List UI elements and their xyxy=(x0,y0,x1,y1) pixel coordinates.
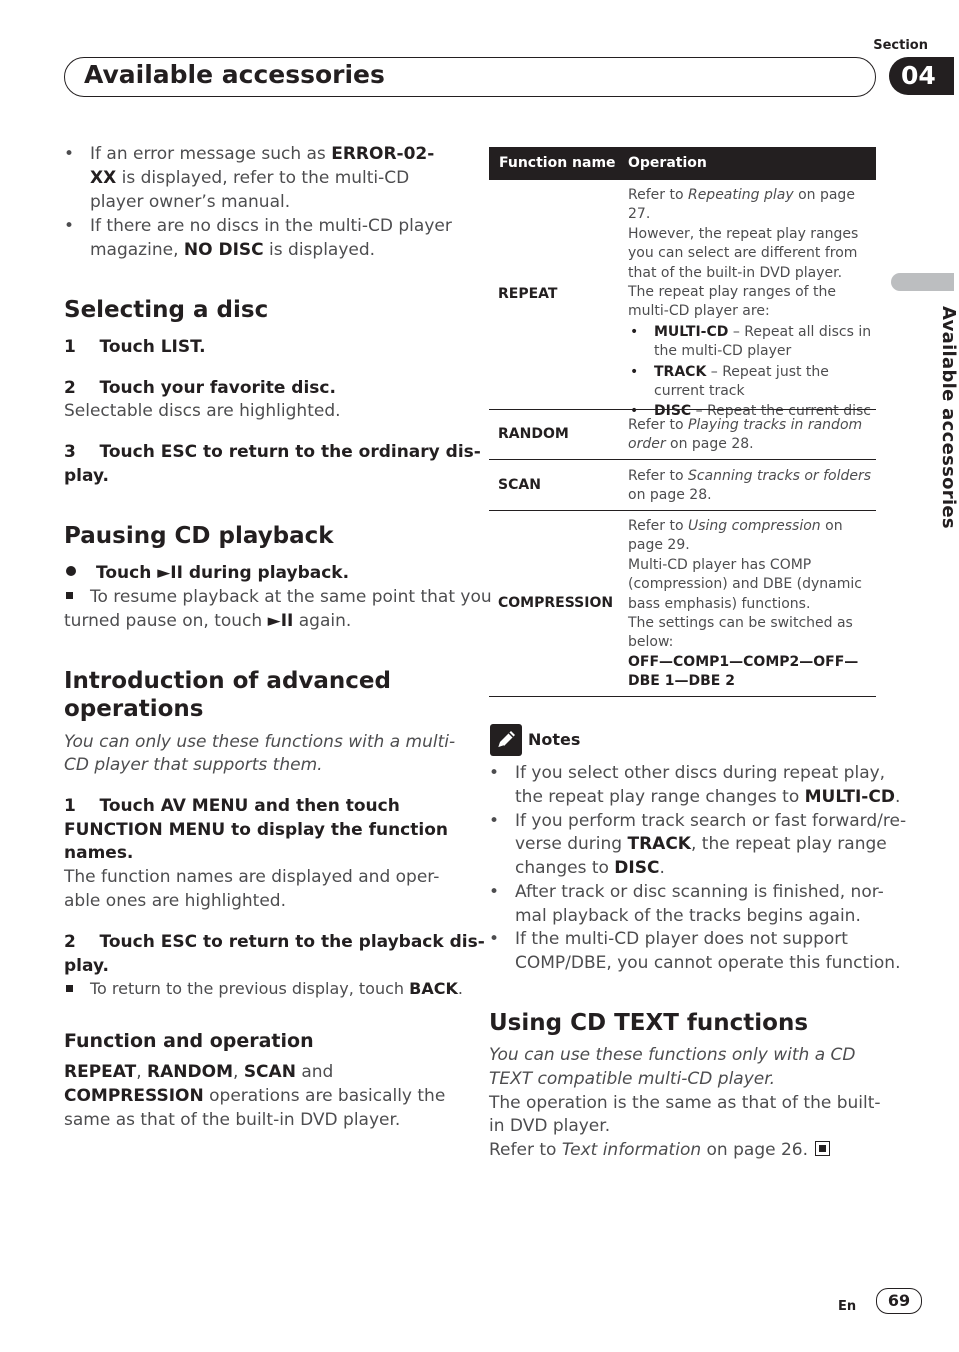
function-op-text: same as that of the built-in DVD player. xyxy=(64,1110,401,1130)
selecting-step-2-desc: Selectable discs are highlighted. xyxy=(64,401,341,421)
notes-heading: Notes xyxy=(528,730,581,749)
pausing-note: To resume playback at the same point that you xyxy=(90,587,492,607)
pencil-note-icon xyxy=(490,724,522,756)
play-pause-icon: ►II xyxy=(157,563,183,583)
table-cell-name: COMPRESSION xyxy=(498,595,614,611)
function-op-text: COMPRESSION operations are basically the xyxy=(64,1086,446,1106)
table-cell-operation: Refer to Scanning tracks or folders on page 28. xyxy=(628,468,872,504)
pausing-step: Touch ►II during playback. xyxy=(96,563,350,583)
section-number: 04 xyxy=(889,57,954,95)
table-divider xyxy=(489,510,876,511)
advanced-step-2-cont: play. xyxy=(64,956,109,976)
table-header xyxy=(489,147,876,180)
function-op-text: REPEAT, RANDOM, SCAN and xyxy=(64,1062,334,1082)
step-bullet-icon xyxy=(66,566,76,576)
advanced-step-1-cont: FUNCTION MENU to display the function xyxy=(64,820,448,840)
pausing-heading: Pausing CD playback xyxy=(64,523,334,549)
note-item-cont: verse during TRACK, the repeat play range xyxy=(515,834,887,854)
pausing-note-cont: turned pause on, touch ►II again. xyxy=(64,611,352,631)
end-mark-icon xyxy=(815,1141,830,1156)
play-pause-icon: ►II xyxy=(267,611,294,631)
table-cell-name: SCAN xyxy=(498,477,541,493)
selecting-step-3-cont: play. xyxy=(64,466,109,486)
table-cell-name: RANDOM xyxy=(498,426,569,442)
table-divider xyxy=(489,696,876,697)
advanced-heading: Introduction of advanced xyxy=(64,668,391,694)
cdtext-intro-cont: TEXT compatible multi-CD player. xyxy=(489,1069,776,1089)
note-item-cont: COMP/DBE, you cannot operate this function. xyxy=(515,953,901,973)
advanced-heading-cont: operations xyxy=(64,696,204,722)
advanced-step-2-note: To return to the previous display, touch BACK. xyxy=(90,979,463,998)
note-item: If the multi-CD player does not support xyxy=(515,929,848,949)
note-item-cont: changes to DISC. xyxy=(515,858,665,878)
function-op-heading: Function and operation xyxy=(64,1030,314,1052)
language-label: En xyxy=(838,1299,857,1314)
table-cell-operation: Refer to Playing tracks in random order on page 28. xyxy=(628,417,863,453)
advanced-intro-cont: CD player that supports them. xyxy=(64,755,323,775)
note-item: After track or disc scanning is finished, nor- xyxy=(515,882,884,902)
selecting-step-1: 1 Touch LIST. xyxy=(64,337,206,357)
page-title: Available accessories xyxy=(84,60,385,89)
advanced-step-1: 1 Touch AV MENU and then touch xyxy=(64,796,400,816)
section-label: Section xyxy=(873,38,928,53)
selecting-step-3: 3 Touch ESC to return to the ordinary dis- xyxy=(64,442,481,462)
page-number: 69 xyxy=(876,1288,922,1314)
note-item-cont: the repeat play range changes to MULTI-CD. xyxy=(515,787,901,807)
table-divider xyxy=(489,459,876,460)
table-header-operation: Operation xyxy=(628,155,707,171)
advanced-step-1-desc: able ones are highlighted. xyxy=(64,891,286,911)
table-header-function: Function name xyxy=(499,155,616,171)
note-item-cont: mal playback of the tracks begins again. xyxy=(515,906,861,926)
advanced-step-1-cont: names. xyxy=(64,843,134,863)
cdtext-intro: You can use these functions only with a CD xyxy=(489,1045,856,1065)
advanced-step-1-desc: The function names are displayed and oper- xyxy=(64,867,440,887)
side-tab-label: Available accessories xyxy=(938,306,959,529)
cdtext-heading: Using CD TEXT functions xyxy=(489,1010,809,1036)
side-tab-marker xyxy=(891,273,954,291)
note-item: If you select other discs during repeat play, xyxy=(515,763,886,783)
cdtext-text: The operation is the same as that of the built- xyxy=(489,1093,881,1113)
intro-bullet: If there are no discs in the multi-CD player magazine, NO DISC is displayed. xyxy=(90,216,452,260)
cdtext-ref: Refer to Text information on page 26. xyxy=(489,1138,830,1162)
table-cell-operation: Refer to Repeating play on page 27. However, the repeat play ranges you can select are different from that of the built-in DVD player. The repeat play ranges of the multi-CD player are: • MULTI-CD – Repeat all discs in the multi-CD player • TRACK – Repeat just the current track • DISC – Repeat the current disc xyxy=(628,186,872,422)
selecting-step-2: 2 Touch your favorite disc. xyxy=(64,378,336,398)
selecting-heading: Selecting a disc xyxy=(64,297,269,323)
cdtext-text: in DVD player. xyxy=(489,1116,611,1136)
advanced-intro: You can only use these functions with a multi- xyxy=(64,732,456,752)
advanced-step-2: 2 Touch ESC to return to the playback dis- xyxy=(64,932,485,952)
table-cell-operation: Refer to Using compression on page 29. Multi-CD player has COMP (compression) and DBE (dynamic bass emphasis) functions. The settings can be switched as below: OFF—COMP1—COMP2—OFF—DBE 1—DBE 2 xyxy=(628,518,862,690)
table-divider xyxy=(489,409,876,410)
table-cell-name: REPEAT xyxy=(498,286,558,302)
square-bullet-icon xyxy=(66,985,73,992)
note-item: If you perform track search or fast forward/re- xyxy=(515,811,907,831)
intro-bullet: If an error message such as ERROR-02-XX is displayed, refer to the multi-CD player owner’s manual. xyxy=(90,144,435,212)
square-bullet-icon xyxy=(66,592,73,599)
